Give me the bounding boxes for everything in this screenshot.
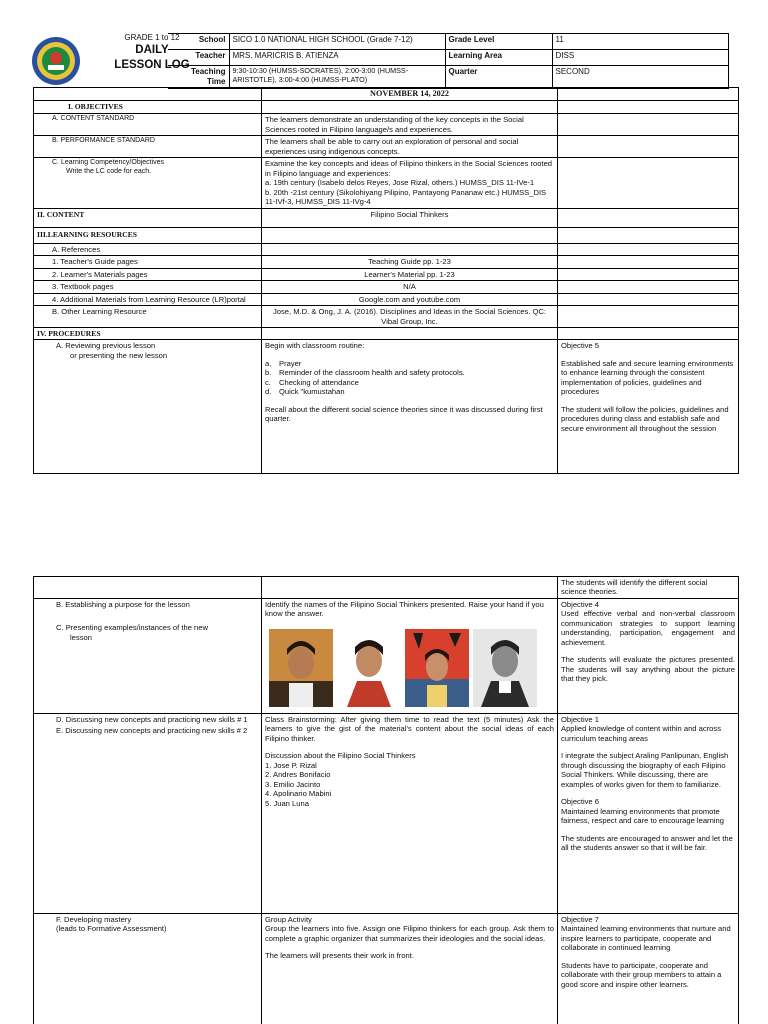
lesson-table-part2 bbox=[33, 576, 739, 1024]
portrait-mabini-image bbox=[473, 629, 537, 707]
developing-mastery-text: Group Activity Group the learners into five. Assign one Filipino thinkers for each group. Ask them to complete a graphic organizer that summarizes their ideologies and the social ideas. The learners will presents their work in front. bbox=[262, 914, 558, 1024]
additional-materials-text: Google.com and youtube.com bbox=[262, 293, 558, 305]
thinkers-list-item: 3. Emilio Jacinto bbox=[265, 779, 321, 789]
teaching-time-label: Teaching Time bbox=[168, 66, 229, 89]
procedures-heading: IV. PROCEDURES bbox=[34, 328, 262, 340]
filipino-thinkers-pictures bbox=[269, 629, 554, 707]
content-standard-text: The learners demonstrate an understanding of the key concepts in the Social Sciences rooted in Filipino language/s and experiences. bbox=[262, 114, 558, 136]
routine-item: a. Prayer bbox=[265, 358, 302, 368]
developing-mastery-objective: Objective 7 Maintained learning environments that nurture and inspire learners to participate, cooperate and collaborate in continued learning Students have to participate, cooperate and collaborate with their group members to attain a good score and inspire other learners. bbox=[558, 914, 739, 1024]
teacher-label: Teacher bbox=[168, 50, 229, 66]
thinkers-list-item: 1. Jose P. Rizal bbox=[265, 760, 317, 770]
additional-materials-label: 4. Additional Materials from Learning Resource (LR)portal bbox=[34, 293, 262, 305]
purpose-presenting-text: Identify the names of the Filipino Social Thinkers presented. Raise your hand if you know the answer. bbox=[262, 599, 558, 714]
discussing-concepts-objectives: Objective 1 Applied knowledge of content within and across curriculum teaching areas I integrate the subject Araling Panlipunan, English through discussing the biography of each Filipino Social Thinkers. While discussing, there are examples of works given for them to familiarize. Objective 6 Maintained learning environments that promote fairness, respect and care to encourage learning The students are encouraged to answer and let the all the students answer so that it will be fair. bbox=[558, 714, 739, 914]
title-daily: DAILY bbox=[135, 44, 169, 56]
tg-pages-text: Teaching Guide pp. 1-23 bbox=[262, 256, 558, 268]
learning-competency-label: C. Learning Competency/Objectives Write the LC code for each. bbox=[34, 158, 262, 208]
performance-standard-label: B. PERFORMANCE STANDARD bbox=[34, 136, 262, 158]
routine-item: d. Quick "kumustahan bbox=[265, 387, 345, 397]
routine-item: c. Checking of attendance bbox=[265, 377, 359, 387]
routine-list bbox=[265, 359, 554, 397]
continued-objective-note: The students will identify the different social science theories. bbox=[558, 577, 739, 599]
other-resource-text: Jose, M.D. & Ong, J. A. (2016). Disciplines and Ideas in the Social Sciences. QC: Vibal Group, Inc. bbox=[262, 306, 558, 328]
lm-pages-label: 2. Learner's Materials pages bbox=[34, 268, 262, 280]
lesson-date: NOVEMBER 14, 2022 bbox=[262, 88, 558, 101]
portrait-rizal-image bbox=[269, 629, 333, 707]
textbook-pages-text: N/A bbox=[262, 281, 558, 293]
grade-level-label: Grade Level bbox=[445, 34, 552, 50]
references-label: A. References bbox=[34, 243, 262, 255]
portrait-jacinto-image bbox=[405, 629, 469, 707]
learning-area-value: DISS bbox=[552, 50, 728, 66]
teaching-time-value: 9:30-10:30 (HUMSS-SOCRATES), 2:00-3:00 (HUMSS-ARISTOTLE), 3:00-4:00 (HUMSS-PLATO) bbox=[229, 66, 445, 89]
quarter-label: Quarter bbox=[445, 66, 552, 89]
discussing-concepts-text: Class Brainstorming: After giving them time to read the text (5 minutes) Ask the learners to give the gist of the material's content about the social ideas of each Filipino thinker. Discussion about the Filipino Social Thinkers 1. Jose P. Rizal 2. Andres Bonifacio 3. Emilio Jacinto 4. Apolinario Mabini 5. Juan Luna bbox=[262, 714, 558, 914]
reviewing-lesson-label: A. Reviewing previous lesson or presenting the new lesson bbox=[34, 340, 262, 474]
other-resource-label: B. Other Learning Resource bbox=[34, 306, 262, 328]
learning-resources-heading: III.LEARNING RESOURCES bbox=[34, 227, 262, 243]
thinkers-list-item: 2. Andres Bonifacio bbox=[265, 770, 331, 780]
objectives-heading: I. OBJECTIVES bbox=[34, 101, 262, 114]
teacher-value: MRS. MARICRIS B. ATIENZA bbox=[229, 50, 445, 66]
discussing-concepts-labels: D. Discussing new concepts and practicing new skills # 1 E. Discussing new concepts and practicing new skills # 2 bbox=[34, 714, 262, 914]
content-standard-label: A. CONTENT STANDARD bbox=[34, 114, 262, 136]
content-heading: II. CONTENT bbox=[34, 208, 262, 227]
school-value: SICO 1.0 NATIONAL HIGH SCHOOL (Grade 7-12) bbox=[229, 34, 445, 50]
developing-mastery-label: F. Developing mastery (leads to Formative Assessment) bbox=[34, 914, 262, 1024]
title-lesson-log: LESSON LOG bbox=[114, 58, 190, 71]
grade-level-value: 11 bbox=[552, 34, 728, 50]
thinkers-list-item: 4. Apolinario Mabini bbox=[265, 789, 332, 799]
content-text: Filipino Social Thinkers bbox=[262, 208, 558, 227]
reviewing-lesson-text: Begin with classroom routine: a. Prayer b. Reminder of the classroom health and safety protocols. c. Checking of attendance d. Quick "kumustahan Recall about the different social science theories since it was discussed during first quarter. bbox=[262, 340, 558, 474]
lesson-table-part1 bbox=[33, 87, 739, 474]
quarter-value: SECOND bbox=[552, 66, 728, 89]
reviewing-lesson-objective: Objective 5 Established safe and secure learning environments to enhance learning through the consistent implementation of policies, guidelines and procedures The student will follow the policies, guidelines and procedures during class and establish safe and secure environment all throughout the session bbox=[558, 340, 739, 474]
school-label: School bbox=[168, 34, 229, 50]
deped-seal-icon bbox=[31, 36, 81, 86]
portrait-bonifacio-image bbox=[337, 629, 401, 707]
grade-range: GRADE 1 to 12 bbox=[124, 33, 180, 42]
performance-standard-text: The learners shall be able to carry out an exploration of personal and social experiences using indigenous concepts. bbox=[262, 136, 558, 158]
textbook-pages-label: 3. Textbook pages bbox=[34, 281, 262, 293]
header-info-table bbox=[168, 33, 729, 89]
routine-item: b. Reminder of the classroom health and safety protocols. bbox=[265, 368, 465, 378]
learning-area-label: Learning Area bbox=[445, 50, 552, 66]
purpose-presenting-labels: B. Establishing a purpose for the lesson C. Presenting examples/instances of the new lesson bbox=[34, 599, 262, 714]
lm-pages-text: Learner's Material pp. 1-23 bbox=[262, 268, 558, 280]
learning-competency-text: Examine the key concepts and ideas of Filipino thinkers in the Social Sciences rooted in Filipino language and experiences: a. 19th century (Isabelo delos Reyes, Jose Rizal, others.) HUMSS_DIS 11-IVe-1 b. 20th -21st century (Sikolohiyang Pilipino, Pantayong Pananaw etc.) HUMSS_DIS 11-IVf-3, HUMSS_DIS 11-IVg-4 bbox=[262, 158, 558, 208]
purpose-presenting-objective: Objective 4 Used effective verbal and non-verbal classroom communication strategies to support learning understanding, participation, engagement and achievement. The students will evaluate the pictures presented. The students will say anything about the picture that they pick. bbox=[558, 599, 739, 714]
tg-pages-label: 1. Teacher's Guide pages bbox=[34, 256, 262, 268]
header bbox=[30, 33, 738, 87]
thinkers-list-item: 5. Juan Luna bbox=[265, 798, 309, 808]
